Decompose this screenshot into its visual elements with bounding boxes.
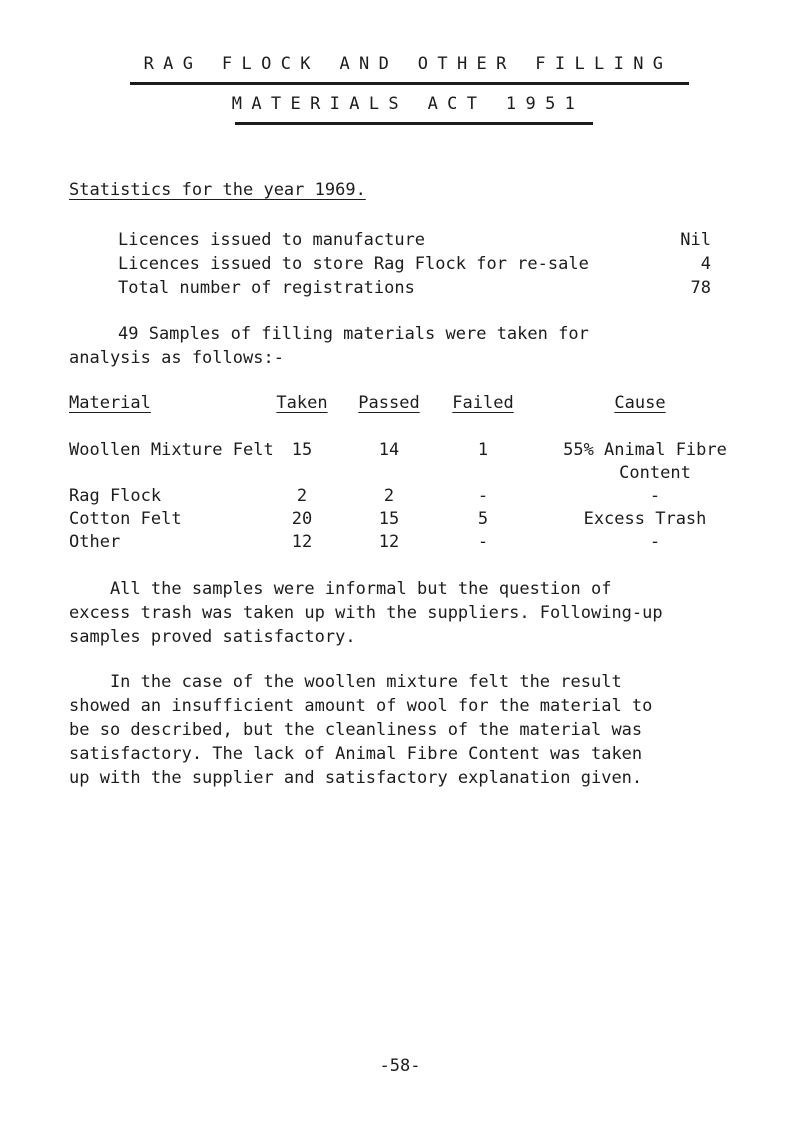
table-cell-taken: 20: [291, 509, 313, 529]
statistics-value: 78: [690, 278, 711, 298]
table-cell-taken: 15: [291, 440, 313, 460]
statistics-label: Licences issued to store Rag Flock for re-sale: [118, 254, 589, 274]
table-cell-passed: 15: [378, 509, 400, 529]
paragraph-line: up with the supplier and satisfactory explanation given.: [69, 768, 643, 788]
statistics-value: 4: [700, 254, 711, 274]
paragraph-line: samples proved satisfactory.: [69, 627, 356, 647]
table-cell-cause: -: [649, 486, 661, 506]
table-cell-cause: -: [649, 532, 661, 552]
title-underline-1: [130, 82, 689, 85]
table-cell-failed: -: [477, 532, 489, 552]
paragraph-line: excess trash was taken up with the suppliers. Following-up: [69, 603, 663, 623]
table-cell-taken: 2: [296, 486, 308, 506]
table-header-taken: Taken: [276, 393, 328, 413]
title-underline-2: [235, 122, 593, 125]
statistics-heading: Statistics for the year 1969.: [69, 180, 366, 200]
statistics-label: Licences issued to manufacture: [118, 230, 426, 250]
table-cell-cause-continued: Content: [619, 463, 691, 483]
table-cell-material: Cotton Felt: [69, 509, 182, 529]
table-cell-failed: 1: [477, 440, 489, 460]
table-cell-taken: 12: [291, 532, 313, 552]
paragraph-line: In the case of the woollen mixture felt the result: [69, 672, 622, 692]
samples-intro-line-1: 49 Samples of filling materials were taken for: [118, 324, 589, 344]
samples-intro-line-2: analysis as follows:-: [69, 348, 284, 368]
table-cell-passed: 14: [378, 440, 400, 460]
table-cell-material: Other: [69, 532, 121, 552]
table-cell-failed: 5: [477, 509, 489, 529]
table-header-passed: Passed: [358, 393, 420, 413]
table-header-failed: Failed: [452, 393, 514, 413]
statistics-label: Total number of registrations: [118, 278, 415, 298]
paragraph-line: showed an insufficient amount of wool for the material to: [69, 696, 653, 716]
table-cell-cause: Excess Trash: [583, 509, 707, 529]
statistics-value: Nil: [680, 230, 711, 250]
table-cell-passed: 12: [378, 532, 400, 552]
table-cell-failed: -: [477, 486, 489, 506]
page-number: -58-: [379, 1056, 421, 1076]
table-cell-cause: 55% Animal Fibre: [563, 440, 727, 460]
table-cell-passed: 2: [383, 486, 395, 506]
title-line-1: RAG FLOCK AND OTHER FILLING: [143, 54, 673, 74]
title-line-2: MATERIALS ACT 1951: [231, 94, 585, 114]
table-cell-material: Woollen Mixture Felt: [69, 440, 274, 460]
table-cell-material: Rag Flock: [69, 486, 162, 506]
paragraph-line: satisfactory. The lack of Animal Fibre Content was taken: [69, 744, 643, 764]
paragraph-line: All the samples were informal but the question of: [69, 579, 612, 599]
table-header-cause: Cause: [614, 393, 666, 413]
table-header-material: Material: [69, 393, 151, 413]
paragraph-line: be so described, but the cleanliness of the material was: [69, 720, 643, 740]
